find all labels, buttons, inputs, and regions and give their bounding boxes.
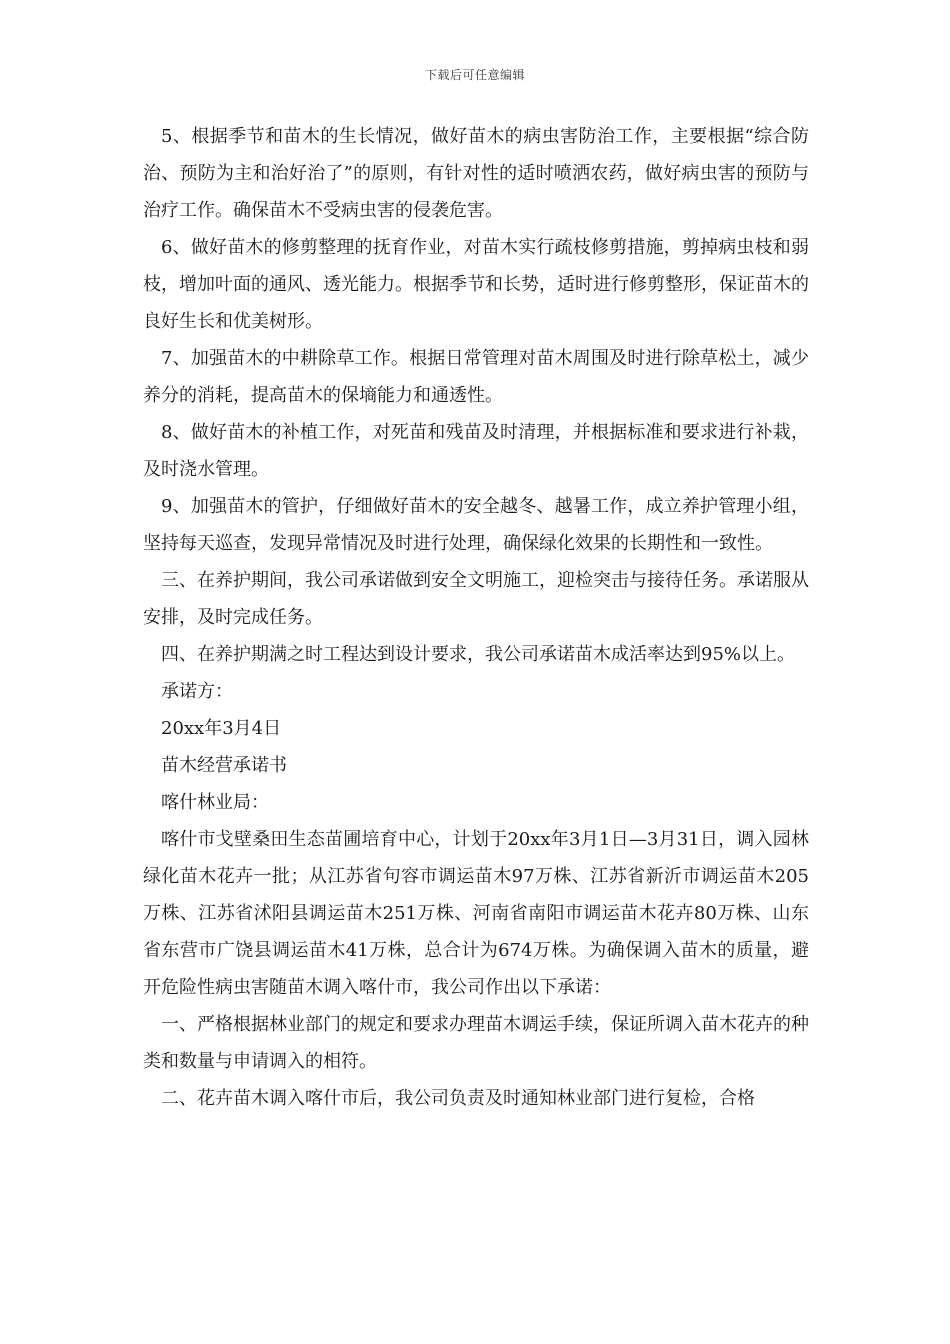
signing-date: 20xx年3月4日 [161,718,282,739]
paragraph-item-9-protection: 9、加强苗木的管护，仔细做好苗木的安全越冬、越暑工作，成立养护管理小组，坚持每天巡查，发现异常情况及时进行处理，确保绿化效果的长期性和一致性。 [143,496,809,554]
paragraph-item-6-pruning: 6、做好苗木的修剪整理的抚育作业，对苗木实行疏枝修剪措施，剪掉病虫枝和弱枝，增加叶面的通风、透光能力。根据季节和长势，适时进行修剪整形，保证苗木的良好生长和优美树形。 [143,237,809,332]
addressee: 喀什林业局： [161,792,269,813]
paragraph-section-4: 四、在养护期满之时工程达到设计要求，我公司承诺苗木成活率达到95%以上。 [161,644,796,665]
paragraph-commitment-1: 一、严格根据林业部门的规定和要求办理苗木调运手续，保证所调入苗木花卉的种类和数量与申请调入的相符。 [143,1014,809,1072]
paragraph-section-3: 三、在养护期间，我公司承诺做到安全文明施工，迎检突击与接待任务。承诺服从安排，及时完成任务。 [143,570,809,628]
document-title: 苗木经营承诺书 [161,755,287,776]
signatory-label: 承诺方： [161,681,233,702]
paragraph-intro: 喀什市戈壁桑田生态苗圃培育中心，计划于20xx年3月1日—3月31日，调入园林绿化苗木花卉一批；从江苏省句容市调运苗木97万株、江苏省新沂市调运苗木205万株、江苏省沭阳县调运苗木251万株、河南省南阳市调运苗木花卉80万株、山东省东营市广饶县调运苗木41万株，总合计为674万株。为确保调入苗木的质量，避开危险性病虫害随苗木调入喀什市，我公司作出以下承诺： [143,829,809,998]
document-body [143,118,809,1117]
paragraph-item-7-weeding: 7、加强苗木的中耕除草工作。根据日常管理对苗木周围及时进行除草松土，减少养分的消耗，提高苗木的保墒能力和通透性。 [143,348,809,406]
paragraph-item-8-replanting: 8、做好苗木的补植工作，对死苗和残苗及时清理，并根据标准和要求进行补栽，及时浇水管理。 [143,422,809,480]
page-header-note: 下载后可任意编辑 [424,68,525,82]
paragraph-commitment-2: 二、花卉苗木调入喀什市后，我公司负责及时通知林业部门进行复检，合格 [161,1088,755,1109]
paragraph-item-5-pest-control: 5、根据季节和苗木的生长情况，做好苗木的病虫害防治工作，主要根据“综合防治、预防为主和治好治了”的原则，有针对性的适时喷洒农药，做好病虫害的预防与治疗工作。确保苗木不受病虫害的侵袭危害。 [143,126,809,221]
